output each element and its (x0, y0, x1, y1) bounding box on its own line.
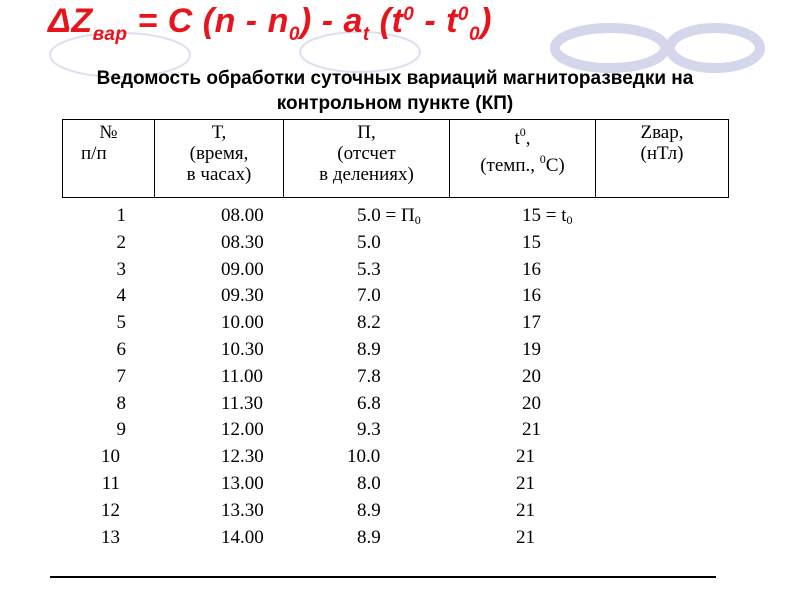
row-reading: 8.9 (357, 526, 381, 548)
row-reading: 8.0 (357, 472, 381, 494)
row-number: 3 (116, 258, 126, 280)
row-number: 8 (116, 392, 126, 414)
row-temperature: 21 (516, 499, 535, 521)
row-time: 12.00 (221, 419, 264, 441)
header-zvar: Zвар, (нТл) (596, 120, 729, 198)
row-time: 11.30 (221, 392, 264, 414)
header-time: Т, (время, в часах) (155, 120, 284, 198)
header-number: № п/п (63, 120, 155, 198)
row-number: 13 (101, 526, 120, 548)
row-time: 12.30 (221, 446, 264, 468)
row-temperature: 16 (522, 285, 541, 307)
row-reading: 7.8 (357, 365, 381, 387)
row-time: 09.30 (221, 285, 264, 307)
row-number: 9 (116, 419, 126, 441)
header-reading: П, (отсчет в делениях) (284, 120, 450, 198)
row-reading: 10.0 (347, 446, 381, 468)
bottom-rule (50, 576, 716, 578)
row-number: 5 (116, 312, 126, 334)
row-number: 4 (116, 285, 126, 307)
row-time: 14.00 (221, 526, 264, 548)
row-time: 08.30 (221, 231, 264, 253)
row-number: 6 (116, 338, 126, 360)
row-time: 08.00 (221, 205, 264, 226)
formula: $\Delta Z_{вар} = C$ $(n - n_0) - a_t$ $(t^0 - t^0_0)$ (48, 2, 492, 45)
title-line-1: Ведомость обработки суточных вариаций магниторазведки на (96, 68, 694, 89)
row-time: 13.30 (221, 499, 264, 521)
row-number: 11 (101, 472, 120, 494)
row-time: 10.00 (221, 312, 264, 334)
row-reading: 5.3 (357, 258, 381, 280)
row-temperature: 21 (516, 526, 535, 548)
row-time: 09.00 (221, 258, 264, 280)
row-reading: 8.9 (357, 338, 381, 360)
table-header (62, 119, 729, 198)
row-number: 2 (116, 231, 126, 253)
header-temperature: $t^0$, (темп., $^0$С) (450, 120, 596, 198)
row-reading: 7.0 (357, 285, 381, 307)
row-temperature: 15 (522, 231, 541, 253)
row-temperature: 21 (516, 446, 535, 468)
row-number: 12 (101, 499, 120, 521)
row-number: 1 (116, 205, 126, 226)
row-time: 11.00 (221, 365, 264, 387)
row-reading: 5.0 (357, 231, 381, 253)
title-line-2: контрольном пункте (КП) (276, 93, 514, 114)
row-reading: 8.9 (357, 499, 381, 521)
document-title (40, 66, 750, 116)
row-reading: $5.0 = П_0$ (357, 205, 421, 227)
row-temperature: 21 (516, 472, 535, 494)
row-time: 13.00 (221, 472, 264, 494)
row-reading: 9.3 (357, 419, 381, 441)
row-temperature: 20 (522, 392, 541, 414)
row-time: 10.30 (221, 338, 264, 360)
row-number: 7 (116, 365, 126, 387)
row-temperature: 17 (522, 312, 541, 334)
row-temperature: $15 = t_0$ (522, 205, 573, 227)
row-temperature: 19 (522, 338, 541, 360)
row-reading: 6.8 (357, 392, 381, 414)
row-number: 10 (101, 446, 120, 468)
row-temperature: 21 (522, 419, 541, 441)
row-temperature: 20 (522, 365, 541, 387)
row-reading: 8.2 (357, 312, 381, 334)
row-temperature: 16 (522, 258, 541, 280)
